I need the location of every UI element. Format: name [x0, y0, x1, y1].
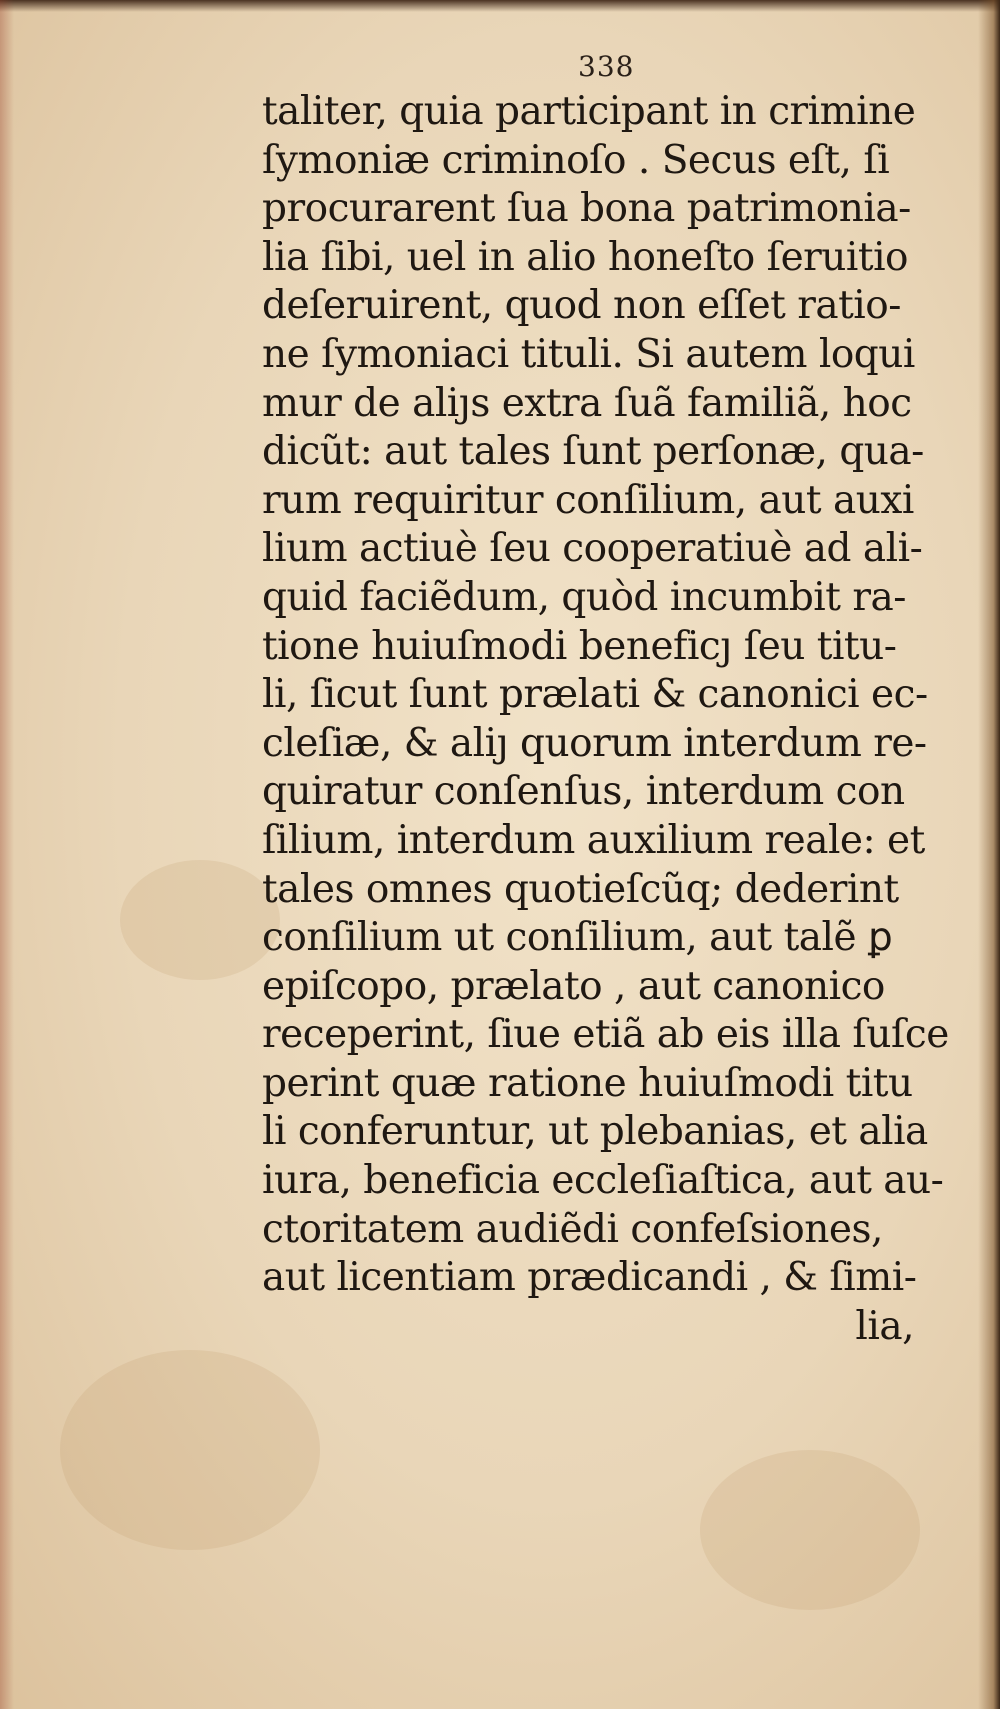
paper-stain	[120, 860, 280, 980]
text-line: procurarent ſua bona patrimonia-	[262, 186, 911, 232]
text-line: li conferuntur, ut plebanias, et alia	[262, 1109, 928, 1155]
page-number: 338	[578, 50, 635, 83]
text-line: ne ſymoniaci tituli. Si autem loqui	[262, 331, 915, 377]
text-line: lia ſibi, uel in alio honeſto ſeruitio	[262, 234, 909, 280]
text-line: quid faciẽdum, quòd incumbit ra-	[262, 574, 906, 620]
paper-stain	[700, 1450, 920, 1610]
text-line: dicũt: aut tales ſunt perſonæ, qua-	[262, 429, 924, 475]
text-line: cleſiæ, & aliȷ quorum interdum re-	[262, 720, 927, 766]
text-line: perint quæ ratione huiuſmodi titu	[262, 1060, 913, 1106]
text-line: deſeruirent, quod non eſſet ratio-	[262, 283, 901, 329]
text-line: ſymoniæ criminoſo . Secus eſt, ſi	[262, 137, 890, 183]
text-line: tione huiuſmodi beneficȷ ſeu titu-	[262, 623, 897, 669]
text-line: lium actiuè ſeu cooperatiuè ad ali-	[262, 526, 923, 572]
text-line: conſilium ut conſilium, aut talẽ ꝑ	[262, 915, 893, 961]
text-line: epiſcopo, prælato , aut canonico	[262, 963, 885, 1009]
text-line: rum requiritur conſilium, aut auxi	[262, 477, 914, 523]
body-text	[262, 88, 949, 1351]
text-line: mur de aliȷs extra ſuã familiã, hoc	[262, 380, 912, 426]
text-line: ſilium, interdum auxilium reale: et	[262, 817, 925, 863]
catchword: lia,	[855, 1303, 914, 1349]
text-line: ctoritatem audiẽdi confeſsiones,	[262, 1206, 883, 1252]
page-right-edge	[978, 0, 1000, 1709]
text-line: taliter, quia participant in crimine	[262, 89, 916, 134]
text-line: tales omnes quotieſcũq; dederint	[262, 866, 899, 912]
text-line: li, ſicut ſunt prælati & canonici ec-	[262, 672, 928, 718]
text-line: iura, beneficia eccleſiaſtica, aut au-	[262, 1158, 944, 1204]
page-left-edge	[0, 0, 14, 1709]
text-line: receperint, ſiue etiã ab eis illa ſuſce	[262, 1012, 949, 1058]
page-top-edge	[0, 0, 1000, 12]
text-line: aut licentiam prædicandi , & ſimi-	[262, 1255, 917, 1301]
paper-stain	[60, 1350, 320, 1550]
text-line: quiratur conſenſus, interdum con	[262, 769, 905, 815]
